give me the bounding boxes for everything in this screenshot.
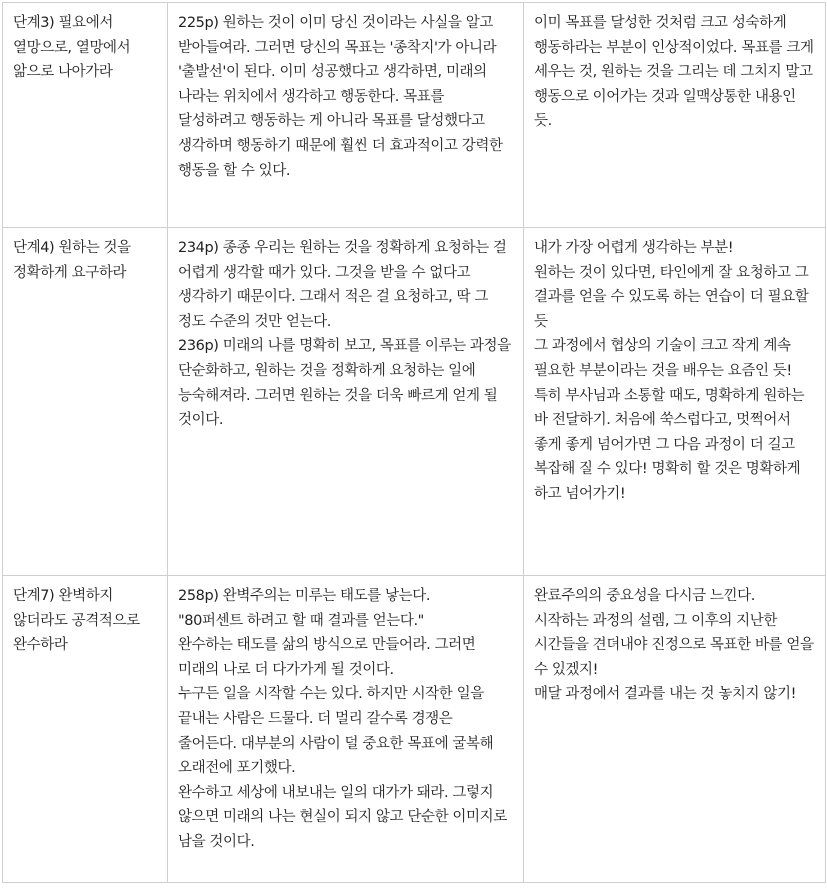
quote-paragraph: 225p) 원하는 것이 이미 당신 것이라는 사실을 알고 받아들여라. 그러면 당신의 목표는 '종착지'가 아니라 '출발선'이 된다. 이미 성공했다고 생각하면, 미래의 나라는 위치에서 생각하고 행동한다. 목표를 달성하려고 행동하는 게 아니라 목표를 달성했다고 생각하며 행동하기 때문에 훨씬 더 효과적이고 강력한 행동을 할 수 있다. xyxy=(178,15,503,179)
reflection-paragraph: 완료주의의 중요성을 다시금 느낀다. xyxy=(534,588,755,604)
reflection-cell xyxy=(524,3,826,228)
step-title: 단계7) 완벽하지 않더라도 공격적으로 완수하라 xyxy=(13,588,140,654)
quote-paragraph: 236p) 미래의 나를 명확히 보고, 목표를 이루는 과정을 단순화하고, 원하는 것을 정확하게 요청하는 일에 능숙해져라. 그러면 원하는 것을 더욱 빠르게 얻게 될 것이다. xyxy=(178,338,511,429)
reflection-paragraph: 원하는 것이 있다면, 타인에게 잘 요청하고 그 결과를 얻을 수 있도록 하는 연습이 더 필요할 듯 xyxy=(534,264,809,330)
quote-paragraph: 누구든 일을 시작할 수는 있다. 하지만 시작한 일을 끝내는 사람은 드물다. 더 멀리 갈수록 경쟁은 줄어든다. 대부분의 사람이 덜 중요한 목표에 굴복해 오래전에 포기했다. xyxy=(178,686,494,777)
reflection-cell xyxy=(524,576,826,883)
reflection-paragraph: 내가 가장 어렵게 생각하는 부분! xyxy=(534,240,734,256)
quote-cell xyxy=(168,228,524,576)
step-title: 단계3) 필요에서 열망으로, 열망에서 앎으로 나아가라 xyxy=(13,15,131,81)
quote-paragraph: 234p) 종종 우리는 원하는 것을 정확하게 요청하는 걸 어렵게 생각할 때가 있다. 그것을 받을 수 없다고 생각하기 때문이다. 그래서 적은 걸 요청하고, 딱 그 정도 수준의 것만 얻는다. xyxy=(178,240,507,330)
step-title: 단계4) 원하는 것을 정확하게 요구하라 xyxy=(13,240,131,281)
reflection-paragraph: 그 과정에서 협상의 기술이 크고 작게 계속 필요한 부분이라는 것을 배우는 요즘인 듯! xyxy=(534,338,792,379)
table-row xyxy=(3,228,826,576)
reflection-paragraph: 시작하는 과정의 설렘, 그 이후의 지난한 시간들을 견뎌내야 진정으로 목표한 바를 얻을 수 있겠지! xyxy=(534,612,814,678)
step-cell xyxy=(3,576,168,883)
quote-paragraph: 완수하고 세상에 내보내는 일의 대가가 돼라. 그렇지 않으면 미래의 나는 현실이 되지 않고 단순한 이미지로 남을 것이다. xyxy=(178,784,507,850)
quote-cell xyxy=(168,3,524,228)
quote-paragraph: 완수하는 태도를 삶의 방식으로 만들어라. 그러면 미래의 나로 더 다가가게 될 것이다. xyxy=(178,637,476,678)
table-row xyxy=(3,3,826,228)
quote-paragraph: 258p) 완벽주의는 미루는 태도를 낳는다. xyxy=(178,588,431,604)
reflection-cell xyxy=(524,228,826,576)
table-row xyxy=(3,576,826,883)
reading-notes-table xyxy=(2,2,826,883)
reflection-paragraph: 이미 목표를 달성한 것처럼 크고 성숙하게 행동하라는 부분이 인상적이었다. 목표를 크게 세우는 것, 원하는 것을 그리는 데 그치지 말고 행동으로 이어가는 것과 일맥상통한 내용인 듯. xyxy=(534,15,814,130)
quote-cell xyxy=(168,576,524,883)
reflection-paragraph: 특히 부사님과 소통할 때도, 명확하게 원하는 바 전달하기. 처음에 쑥스럽다고, 멋쩍어서 좋게 좋게 넘어가면 그 다음 과정이 더 길고 복잡해 질 수 있다! 명확히 할 것은 명확하게 하고 넘어가기! xyxy=(534,387,805,502)
reflection-paragraph: 매달 과정에서 결과를 내는 것 놓치지 않기! xyxy=(534,686,796,703)
step-cell xyxy=(3,228,168,576)
step-cell xyxy=(3,3,168,228)
quote-paragraph: "80퍼센트 하려고 할 때 결과를 얻는다." xyxy=(178,612,424,629)
